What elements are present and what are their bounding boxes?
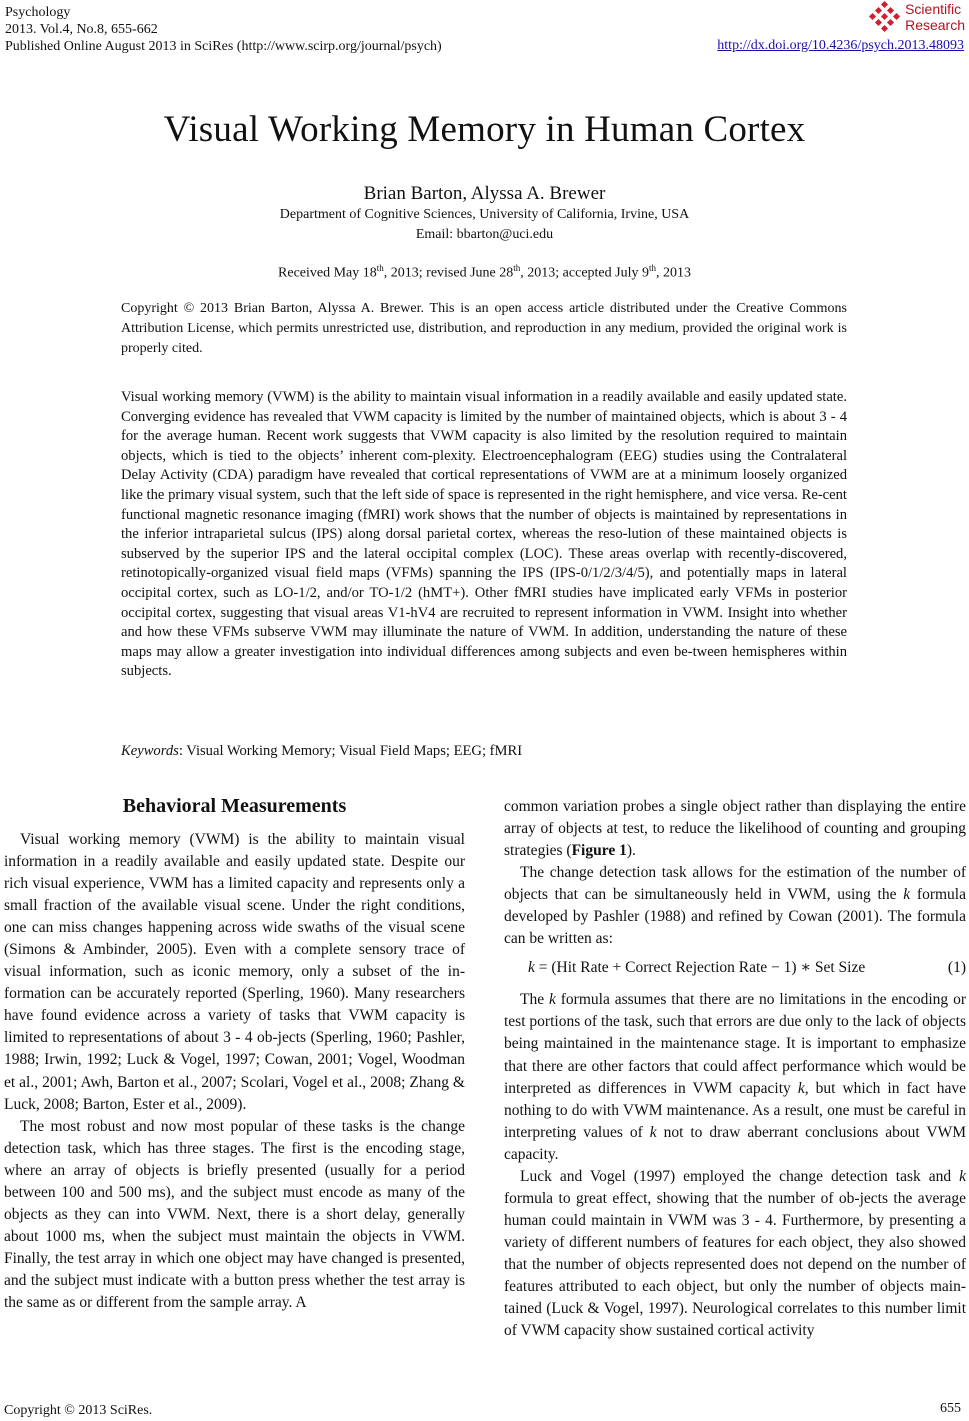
scientific-research-logo-icon: [867, 1, 903, 33]
keywords-list: : Visual Working Memory; Visual Field Maps; EEG; fMRI: [178, 743, 523, 759]
logo-text: [905, 1, 965, 33]
paper-title: Visual Working Memory in Human Cortex: [163, 109, 806, 150]
text-span: formula assumes that there are no limitations in the encoding or test portions of the task, such that errors are due only to the lack of objects being maintained in the maintenance stage. It is important to emphasize that there are other factors that could affect performance which would be interpreted as differences in VWM capacity: [504, 991, 966, 1097]
equation-number: (1): [947, 959, 966, 977]
text-span: The change detection task allows for the estimation of the number of objects that can be simultaneously held in VWM, using the: [504, 864, 966, 904]
publisher-logo[interactable]: [867, 1, 965, 33]
variable-k: k: [797, 1079, 805, 1097]
text-span: Luck and Vogel (1997) employed the change detection task and: [520, 1167, 960, 1185]
variable-k: k: [548, 991, 556, 1009]
text-span: , but which in fact have nothing to do with VWM maintenance. As a result, one must be careful in interpreting values of: [504, 1079, 966, 1141]
text-span: formula to great effect, showing that the number of ob-jects the average human could maintain in VWM was 3 - 4. Furthermore, by presenting a variety of different numbers of features for each object, they also showed that the number of objects represented does not depend on the number of features attributed to each object, but only the number of objects main-tained (Luck & Vogel, 1997). Neurological correlates to this number limit of VWM capacity show sustained cortical activity: [504, 1189, 966, 1340]
copyright-notice: Copyright © 2013 Brian Barton, Alyssa A. Brewer. This is an open access article distributed under the Creative Commons Attribution License, which permits unrestricted use, distribution, and reproduction in any medium, provided the original work is properly cited.: [121, 301, 847, 356]
paragraph: Visual working memory (VWM) is the ability to maintain visual information in a readily available and easily updated state. Despite our rich visual experience, VWM has a limited capacity and represents only a small fraction of the available visual scene. Under the right conditions, one can miss changes happening across wide swaths of the visual scene (Simons & Ambinder, 2005). Even with a complete sensory trace of visual information, such as iconic memory, only a subset of the in-formation can be accurately reported (Sperling, 1960). Many researchers have found evidence across a variety of tasks that VWM capacity is limited to representations of about 3 - 4 ob-jects (Sperling, 1960; Pashler, 1988; Irwin, 1992; Luck & Vogel, 1997; Cowan, 2001; Vogel, Woodman et al., 2001; Awh, Barton et al., 2007; Scolari, Vogel et al., 2008; Zhang & Luck, 2008; Barton, Ester et al., 2009).: [4, 831, 465, 1113]
paragraph: [504, 989, 966, 1165]
paragraph: The most robust and now most popular of these tasks is the change detection task, which has three stages. The first is the encoding stage, where an array of objects is briefly presented (usually for a period between 100 and 500 ms), and the subject must encode as many of the objects as they can into VWM. Next, there is a short delay, generally about 1000 ms, when the subject must maintain the objects in VWM. Finally, the test array in which one object may have changed is presented, and the subject must indicate with a button press whether the test array is the same as or different from the sample array. A: [4, 1117, 465, 1311]
text-span: The: [520, 991, 549, 1009]
received-suffix: th: [376, 263, 384, 273]
figure-reference[interactable]: Figure 1: [571, 842, 627, 860]
left-column: [4, 829, 465, 1314]
journal-header: [5, 4, 442, 55]
variable-k: k: [903, 886, 911, 904]
accepted-text: , 2013; accepted July 9: [520, 265, 649, 281]
page-number: 655: [940, 1401, 961, 1416]
text-span: ).: [626, 842, 636, 860]
journal-name: Psychology: [5, 5, 71, 20]
revised-suffix: th: [513, 263, 521, 273]
revised-text: , 2013; revised June 28: [383, 265, 514, 281]
journal-volume: 2013. Vol.4, No.8, 655-662: [5, 22, 158, 37]
footer-copyright: Copyright © 2013 SciRes.: [4, 1403, 153, 1418]
section-heading: Behavioral Measurements: [122, 795, 347, 817]
paragraph: [504, 796, 966, 862]
received-text: Received May 18: [278, 265, 377, 281]
text-span: not to draw aberrant conclusions about VWM capacity.: [504, 1123, 966, 1163]
equation-body: = (Hit Rate + Correct Rejection Rate − 1) ∗ Set Size: [534, 959, 866, 977]
variable-k: k: [528, 959, 535, 977]
received-dates: [0, 263, 969, 282]
keywords: [121, 743, 522, 760]
doi-link[interactable]: http://dx.doi.org/10.4236/psych.2013.48093: [717, 38, 964, 53]
affiliation: Department of Cognitive Sciences, University of California, Irvine, USA: [279, 207, 690, 222]
right-column: [504, 796, 966, 1342]
abstract: Visual working memory (VWM) is the ability to maintain visual information in a readily available and easily updated state. Converging evidence has revealed that VWM capacity is limited by the number of maintained objects, which is about 3 - 4 for the average human. Recent work suggests that VWM capacity is also limited by the resolution required to maintain objects, which is tied to the objects’ inherent com-plexity. Electroencephalogram (EEG) studies using the Contralateral Delay Activity (CDA) paradigm have revealed that cortical representations of VWM are at a minimum loosely organized like the primary visual system, such that the left side of space is represented in the right hemisphere, and vice versa. Re-cent functional magnetic resonance imaging (fMRI) work shows that the number of objects is maintained by representations in the inferior intraparietal sulcus (IPS) along dorsal parietal cortex, whereas the reso-lution of these maintained objects is subserved by the superior IPS and the lateral occipital complex (LOC). These areas overlap with recently-discovered, retinotopically-organized visual field maps (VFMs) spanning the IPS (IPS-0/1/2/3/4/5), and potentially maps in lateral occipital cortex, such as LO-1/2, and/or TO-1/2 (hMT+). Other fMRI studies have implicated early VFMs in posterior occipital cortex, suggesting that visual areas V1-hV4 are recruited to represent information in VWM. Insight into whether and how these VFMs subserve VWM may illuminate the nature of VWM. In addition, understanding the nature of these maps may allow a greater investigation into individual differences among subjects and even be-tween hemispheres within subjects.: [121, 389, 847, 680]
logo-line-2: Research: [905, 17, 965, 33]
variable-k: k: [959, 1167, 966, 1185]
text-span: common variation probes a single object rather than displaying the entire array of objects at test, to reduce the likelihood of counting and grouping strategies (: [504, 798, 966, 860]
paragraph: [504, 862, 966, 950]
keywords-label: Keywords: [121, 743, 179, 759]
paragraph: [504, 1166, 966, 1342]
text-span: formula developed by Pashler (1988) and refined by Cowan (2001). The formula can be written as:: [504, 886, 966, 948]
accepted-year: , 2013: [655, 265, 691, 281]
equation-1: [504, 957, 966, 979]
publication-info: Published Online August 2013 in SciRes (http://www.scirp.org/journal/psych): [5, 39, 442, 54]
variable-k: k: [649, 1123, 657, 1141]
accepted-suffix: th: [648, 263, 656, 273]
author-email: Email: bbarton@uci.edu: [415, 227, 554, 242]
authors: Brian Barton, Alyssa A. Brewer: [363, 183, 606, 204]
logo-line-1: Scientific: [905, 1, 962, 17]
